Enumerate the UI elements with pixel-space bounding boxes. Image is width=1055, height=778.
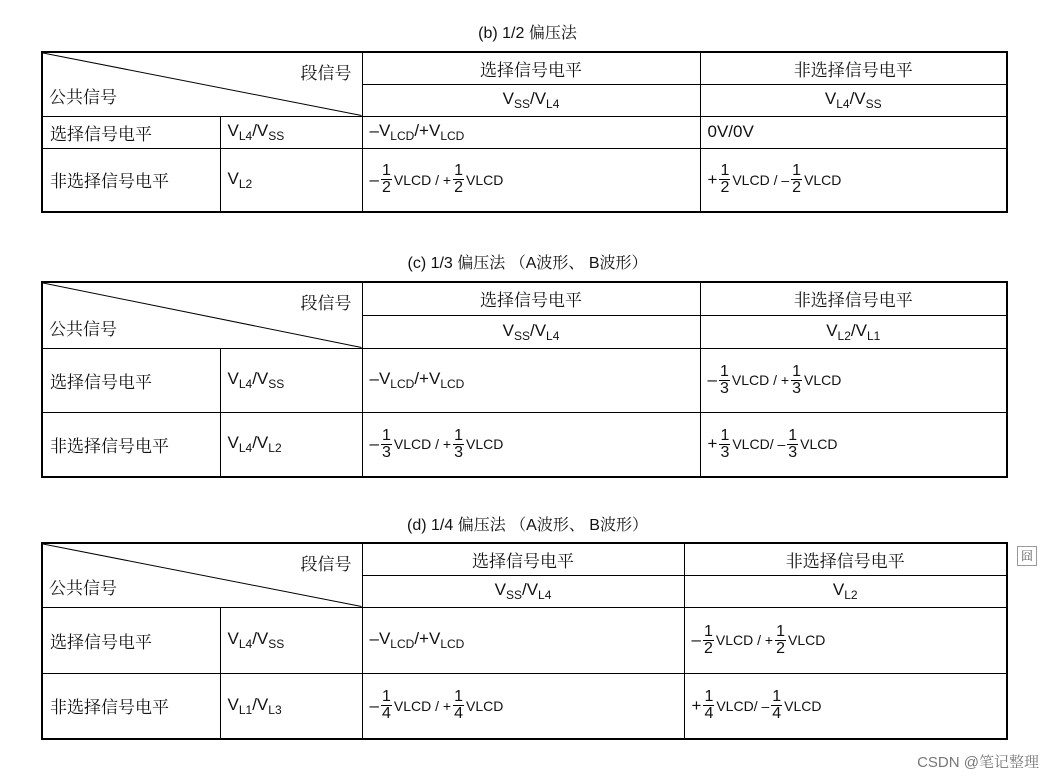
- cell-value: $-V_{LCD}/+V_{LCD}$: [362, 348, 700, 412]
- cell-value: – $\frac{1}{2}$ VLCD / + $\frac{1}{2}$ VLCD: [684, 607, 1007, 673]
- common-signal-label: 公共信号: [49, 319, 117, 339]
- common-signal-label: 公共信号: [49, 578, 117, 598]
- segment-nonselect-voltage: $V_{L2}$: [684, 575, 1007, 607]
- segment-signal-label: 段信号: [300, 555, 352, 574]
- nonselect-level-header: 非选择信号电平: [700, 52, 1007, 84]
- common-nonselect-voltage: $V_{L1}/V_{L3}$: [220, 673, 362, 739]
- table-third-bias: [41, 281, 1008, 478]
- document-icon[interactable]: 囧: [1017, 546, 1037, 566]
- common-nonselect-voltage: $V_{L4}/V_{L2}$: [220, 412, 362, 477]
- caption-third-bias: (c) 1/3 偏压法 （A波形、 B波形）: [407, 255, 648, 272]
- cell-value: + $\frac{1}{4}$ VLCD/ – $\frac{1}{4}$ VLCD: [684, 673, 1007, 739]
- nonselect-level-header: 非选择信号电平: [700, 282, 1007, 315]
- table-half-bias: [41, 51, 1008, 213]
- row-label-nonselect: 非选择信号电平: [42, 148, 220, 212]
- common-nonselect-voltage: $V_{L2}$: [220, 148, 362, 212]
- row-label-select: 选择信号电平: [42, 348, 220, 412]
- segment-select-voltage: $V_{SS}/V_{L4}$: [362, 315, 700, 348]
- segment-signal-label: 段信号: [300, 64, 352, 83]
- select-level-header: 选择信号电平: [362, 543, 684, 575]
- caption-half-bias: (b) 1/2 偏压法: [478, 25, 577, 42]
- select-level-header: 选择信号电平: [362, 52, 700, 84]
- common-select-voltage: $V_{L4}/V_{SS}$: [220, 348, 362, 412]
- segment-nonselect-voltage: $V_{L4}/V_{SS}$: [700, 84, 1007, 116]
- table-quarter-bias: [41, 542, 1008, 740]
- row-label-nonselect: 非选择信号电平: [42, 673, 220, 739]
- common-signal-label: 公共信号: [49, 87, 117, 107]
- row-label-select: 选择信号电平: [42, 607, 220, 673]
- segment-select-voltage: $V_{SS}/V_{L4}$: [362, 84, 700, 116]
- watermark: CSDN @笔记整理: [917, 754, 1039, 771]
- cell-value: + $\frac{1}{3}$ VLCD/ – $\frac{1}{3}$ VLCD: [700, 412, 1007, 477]
- row-label-nonselect: 非选择信号电平: [42, 412, 220, 477]
- cell-value: – $\frac{1}{3}$ VLCD / + $\frac{1}{3}$ VLCD: [362, 412, 700, 477]
- cell-value: + $\frac{1}{2}$ VLCD / – $\frac{1}{2}$ VLCD: [700, 148, 1007, 212]
- header-corner: [42, 52, 362, 116]
- cell-value: $-V_{LCD}/+V_{LCD}$: [362, 116, 700, 148]
- header-corner: [42, 282, 362, 348]
- cell-value: – $\frac{1}{3}$ VLCD / + $\frac{1}{3}$ VLCD: [700, 348, 1007, 412]
- cell-value-zero: 0V/0V: [700, 116, 1007, 148]
- cell-value: $-V_{LCD}/+V_{LCD}$: [362, 607, 684, 673]
- segment-nonselect-voltage: $V_{L2}/V_{L1}$: [700, 315, 1007, 348]
- row-label-select: 选择信号电平: [42, 116, 220, 148]
- nonselect-level-header: 非选择信号电平: [684, 543, 1007, 575]
- segment-signal-label: 段信号: [300, 294, 352, 313]
- cell-value: – $\frac{1}{2}$ VLCD / + $\frac{1}{2}$ VLCD: [362, 148, 700, 212]
- common-select-voltage: $V_{L4}/V_{SS}$: [220, 607, 362, 673]
- common-select-voltage: $V_{L4}/V_{SS}$: [220, 116, 362, 148]
- select-level-header: 选择信号电平: [362, 282, 700, 315]
- caption-quarter-bias: (d) 1/4 偏压法 （A波形、 B波形）: [407, 517, 648, 534]
- header-corner: [42, 543, 362, 607]
- segment-select-voltage: $V_{SS}/V_{L4}$: [362, 575, 684, 607]
- cell-value: – $\frac{1}{4}$ VLCD / + $\frac{1}{4}$ VLCD: [362, 673, 684, 739]
